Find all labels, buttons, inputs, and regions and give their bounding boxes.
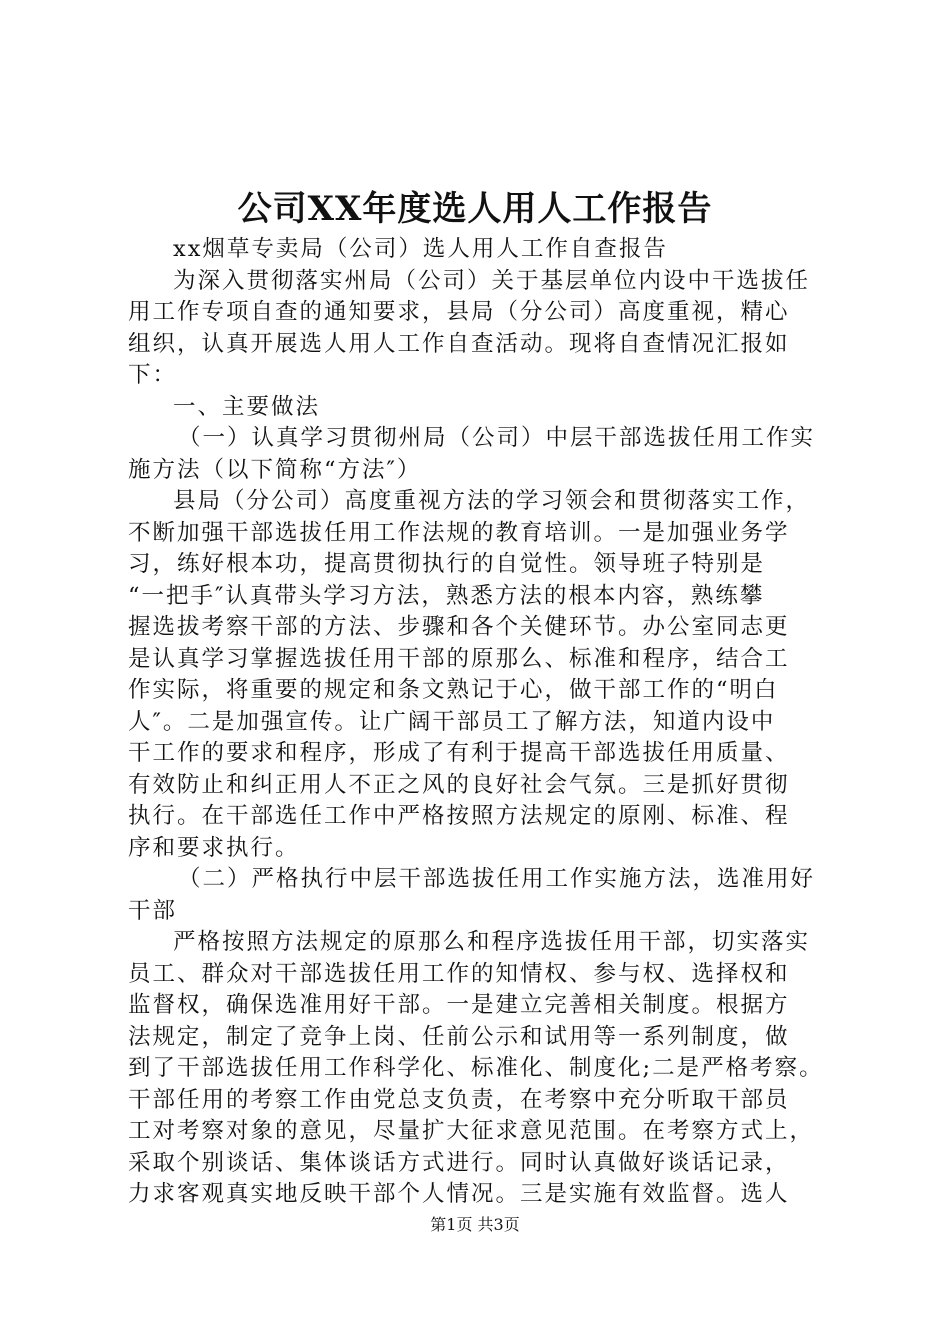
- text-line-subtitle: xx烟草专卖局（公司）选人用人工作自查报告: [173, 236, 668, 262]
- text-line: 习，练好根本功，提高贯彻执行的自觉性。领导班子特别是: [128, 551, 766, 577]
- text-line: 严格按照方法规定的原那么和程序选拔任用干部，切实落实: [173, 929, 811, 955]
- text-line: 用工作专项自查的通知要求，县局（分公司）高度重视，精心: [128, 299, 790, 325]
- text-line: 到了干部选拔任用工作科学化、标准化、制度化;二是严格考察。: [128, 1055, 824, 1081]
- text-line: 员工、群众对干部选拔任用工作的知情权、参与权、选择权和: [128, 960, 790, 987]
- text-line: 有效防止和纠正用人不正之风的良好社会气氛。三是抓好贯彻: [128, 771, 790, 798]
- text-line: 组织，认真开展选人用人工作自查活动。现将自查情况汇报如: [128, 330, 790, 357]
- text-line: 下：: [128, 362, 178, 388]
- text-line: 是认真学习掌握选拔任用干部的原那么、标准和程序，结合工: [128, 645, 790, 672]
- section-heading: 一、主要做法: [173, 393, 321, 420]
- text-line: 干部任用的考察工作由党总支负责，在考察中充分听取干部员: [128, 1086, 790, 1113]
- text-line: 序和要求执行。: [128, 834, 300, 861]
- text-line: 为深入贯彻落实州局（公司）关于基层单位内设中干选拔任: [173, 267, 811, 294]
- text-line: 干工作的要求和程序，形成了有利于提高干部选拔任用质量、: [128, 740, 790, 766]
- text-line: 采取个别谈话、集体谈话方式进行。同时认真做好谈话记录，: [128, 1149, 790, 1176]
- subsection-heading: （二）严格执行中层干部选拔任用工作实施方法，选准用好: [178, 866, 816, 892]
- text-line: 监督权，确保选准用好干部。一是建立完善相关制度。根据方: [128, 992, 790, 1018]
- document-title: 公司XX年度选人用人工作报告: [237, 189, 713, 229]
- text-line: 力求客观真实地反映干部个人情况。三是实施有效监督。选人: [128, 1181, 790, 1207]
- text-line: 法规定，制定了竞争上岗、任前公示和试用等一系列制度，做: [128, 1023, 790, 1050]
- subsection-heading: （一）认真学习贯彻州局（公司）中层干部选拔任用工作实: [178, 425, 816, 451]
- text-line: 执行。在干部选任工作中严格按照方法规定的原刚、标准、程: [128, 803, 790, 829]
- text-line: 人″。二是加强宣传。让广阔干部员工了解方法，知道内设中: [128, 708, 776, 735]
- text-line: 施方法（以下简称“方法″）: [128, 456, 422, 483]
- text-line: 县局（分公司）高度重视方法的学习领会和贯彻落实工作，: [173, 488, 811, 514]
- text-line: 作实际，将重要的规定和条文熟记于心，做干部工作的“明白: [128, 677, 779, 703]
- text-line: 干部: [128, 897, 178, 924]
- text-line: “一把手″认真带头学习方法，熟悉方法的根本内容，熟练攀: [128, 582, 765, 609]
- text-line: 工对考察对象的意见，尽量扩大征求意见范围。在考察方式上，: [128, 1118, 815, 1144]
- text-line: 不断加强干部选拔任用工作法规的教育培训。一是加强业务学: [128, 519, 790, 546]
- text-line: 握选拔考察干部的方法、步骤和各个关健环节。办公室同志更: [128, 614, 790, 640]
- page-footer: 第1页 共3页: [430, 1215, 520, 1234]
- document-body: [128, 234, 838, 1211]
